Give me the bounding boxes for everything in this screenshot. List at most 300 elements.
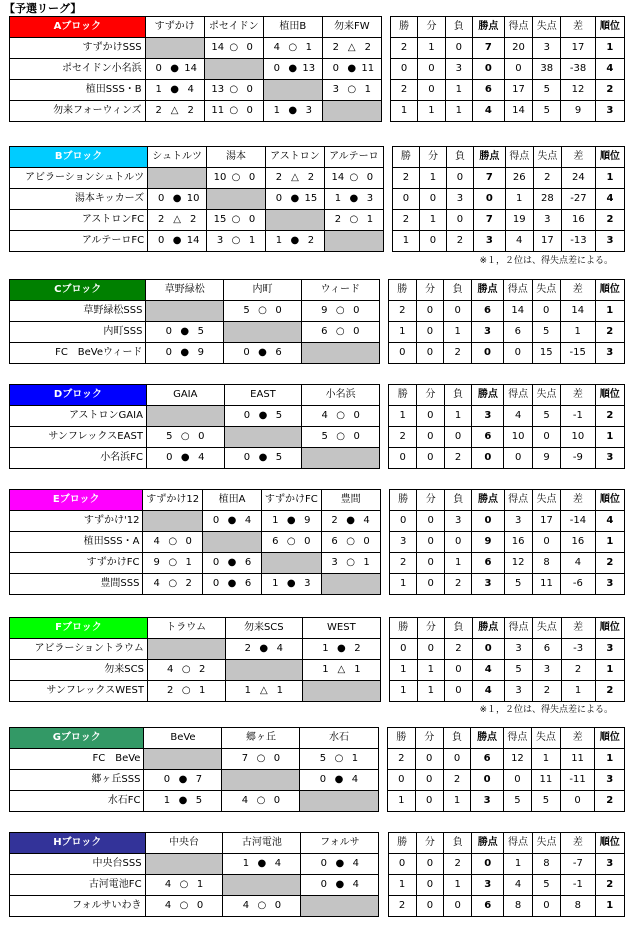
score-against: 0 [246, 42, 253, 53]
points: 4 [472, 681, 504, 702]
score-for: 14 [211, 42, 225, 53]
rank: 3 [595, 231, 624, 252]
result-mark: ○ [229, 105, 239, 116]
score-for: 2 [275, 172, 283, 183]
block-table-h [9, 832, 625, 917]
stat-header-loss: 負 [445, 17, 472, 38]
wins: 0 [392, 189, 419, 210]
goals-against: 8 [532, 854, 560, 875]
points: 4 [472, 101, 504, 122]
team-name: アルテーロFC [10, 231, 148, 252]
column-gap [379, 875, 388, 896]
draws: 0 [416, 896, 444, 917]
stat-header-loss: 負 [444, 280, 472, 301]
stat-header-ga: 失点 [532, 385, 560, 406]
score-against: 2 [307, 235, 315, 246]
wins: 2 [389, 427, 417, 448]
score-against: 7 [195, 774, 203, 785]
match-result [324, 189, 383, 210]
stat-header-gf: 得点 [504, 280, 532, 301]
goal-diff: -14 [561, 511, 595, 532]
score-for: 0 [273, 63, 280, 74]
opponent-header: 小名浜 [302, 385, 380, 406]
goals-for: 4 [505, 231, 533, 252]
block-table-f [9, 617, 625, 702]
header-row [10, 17, 625, 38]
result-mark: ○ [168, 536, 178, 547]
result-mark: ○ [231, 214, 241, 225]
score-for: 5 [166, 431, 173, 442]
points: 3 [472, 406, 504, 427]
goals-for: 14 [504, 101, 532, 122]
result-mark: ● [286, 515, 296, 526]
goals-against: 2 [533, 681, 561, 702]
score-for: 4 [164, 900, 172, 911]
draws: 0 [416, 854, 444, 875]
match-result [301, 301, 379, 322]
stat-header-draw: 分 [416, 833, 444, 854]
rank: 3 [595, 770, 625, 791]
column-gap [383, 231, 392, 252]
score-for: 1 [242, 858, 250, 869]
result-mark: ● [286, 578, 296, 589]
score-for: 1 [275, 235, 283, 246]
wins: 2 [388, 301, 416, 322]
result-mark: ● [170, 84, 180, 95]
self-match-cell [265, 210, 324, 231]
draws: 0 [417, 448, 445, 469]
self-match-cell [263, 80, 322, 101]
column-gap [380, 639, 389, 660]
score-for: 9 [153, 557, 160, 568]
draws: 0 [417, 574, 445, 595]
stat-header-draw: 分 [417, 385, 445, 406]
losses: 2 [444, 574, 472, 595]
wins: 1 [390, 101, 417, 122]
team-name: 草野緑松SSS [10, 301, 146, 322]
opponent-header: アストロン [265, 147, 324, 168]
points: 0 [471, 770, 503, 791]
losses: 0 [445, 660, 473, 681]
score-for: 0 [275, 193, 283, 204]
result-mark: ● [349, 193, 359, 204]
match-result [262, 511, 321, 532]
rank: 2 [595, 553, 624, 574]
rank: 3 [595, 639, 624, 660]
points: 4 [472, 660, 504, 681]
match-result [301, 854, 379, 875]
block-name: Hブロック [10, 833, 146, 854]
result-mark: ● [288, 105, 298, 116]
result-mark: ● [180, 326, 190, 337]
header-row [10, 385, 625, 406]
score-against: 4 [274, 858, 282, 869]
losses: 0 [444, 896, 472, 917]
team-row [10, 343, 625, 364]
stat-header-gd: 差 [561, 147, 595, 168]
team-name: サンフレックスEAST [10, 427, 147, 448]
result-mark: ○ [349, 172, 359, 183]
wins: 2 [392, 210, 419, 231]
points: 3 [473, 231, 505, 252]
self-match-cell [202, 532, 261, 553]
result-mark: ○ [168, 578, 178, 589]
self-match-cell [145, 38, 204, 59]
opponent-header: ウィード [301, 280, 379, 301]
self-match-cell [301, 343, 379, 364]
match-result [321, 511, 380, 532]
match-result [207, 231, 266, 252]
result-mark: ● [290, 235, 300, 246]
wins: 1 [389, 574, 417, 595]
result-mark: ○ [347, 84, 357, 95]
match-result [302, 406, 380, 427]
team-row [10, 189, 625, 210]
result-mark: ● [335, 879, 345, 890]
score-for: 5 [319, 753, 327, 764]
rank: 3 [595, 854, 624, 875]
self-match-cell [224, 322, 302, 343]
result-mark: ○ [231, 172, 241, 183]
stat-header-win: 勝 [388, 280, 416, 301]
score-against: 0 [304, 536, 311, 547]
stat-header-win: 勝 [392, 147, 419, 168]
self-match-cell [148, 168, 207, 189]
goals-for: 4 [504, 875, 532, 896]
match-result [223, 854, 301, 875]
score-against: 0 [274, 900, 282, 911]
score-for: 6 [331, 536, 338, 547]
match-result [144, 770, 222, 791]
tiebreak-note: ※１，２位は、得失点差による。 [479, 705, 613, 715]
goal-diff: 12 [561, 80, 595, 101]
team-row [10, 574, 625, 595]
score-against: 1 [248, 235, 256, 246]
stat-header-points: 勝点 [472, 490, 504, 511]
column-gap [379, 833, 388, 854]
score-for: 1 [155, 84, 162, 95]
goals-for: 3 [504, 511, 532, 532]
goals-for: 14 [504, 301, 532, 322]
result-mark: ○ [335, 305, 345, 316]
column-gap [381, 101, 390, 122]
score-against: 0 [248, 172, 256, 183]
points: 3 [471, 791, 503, 812]
team-name: 内町SSS [10, 322, 146, 343]
score-for: 4 [153, 578, 160, 589]
stat-header-win: 勝 [389, 618, 417, 639]
draws: 0 [415, 791, 443, 812]
goal-diff: 2 [561, 660, 595, 681]
score-against: 2 [199, 664, 206, 675]
score-for: 5 [321, 431, 328, 442]
stat-header-draw: 分 [417, 618, 445, 639]
rank: 3 [595, 448, 624, 469]
result-mark: ● [227, 578, 237, 589]
goals-against: 5 [532, 322, 560, 343]
team-name: 植田SSS・A [10, 532, 143, 553]
score-against: 2 [364, 42, 371, 53]
losses: 1 [443, 791, 471, 812]
match-result [225, 681, 303, 702]
match-result [324, 168, 383, 189]
match-result [202, 574, 261, 595]
team-row [10, 770, 625, 791]
goals-against: 3 [533, 660, 561, 681]
rank: 1 [595, 427, 624, 448]
score-against: 0 [246, 84, 253, 95]
team-name: 勿来フォーウィンズ [10, 101, 146, 122]
score-for: 0 [320, 858, 328, 869]
goal-diff: 10 [561, 427, 595, 448]
score-for: 0 [243, 347, 250, 358]
goal-diff: -15 [560, 343, 595, 364]
losses: 2 [445, 639, 473, 660]
wins: 0 [389, 511, 417, 532]
losses: 0 [445, 38, 472, 59]
score-for: 4 [164, 879, 172, 890]
stat-header-loss: 負 [443, 728, 471, 749]
result-mark: ○ [346, 557, 355, 568]
result-mark: ● [180, 452, 190, 463]
losses: 1 [445, 80, 472, 101]
self-match-cell [224, 427, 302, 448]
result-mark: ● [288, 63, 298, 74]
rank: 1 [595, 168, 624, 189]
rank: 4 [595, 59, 624, 80]
stat-header-rank: 順位 [595, 490, 624, 511]
goals-for: 17 [504, 80, 532, 101]
wins: 0 [390, 59, 417, 80]
stat-header-gd: 差 [560, 728, 595, 749]
team-name: 湯本キッカーズ [10, 189, 148, 210]
points: 0 [472, 854, 504, 875]
stat-header-loss: 負 [444, 385, 472, 406]
team-name: アビラーションシュトルツ [10, 168, 148, 189]
column-gap [379, 896, 388, 917]
result-mark: ○ [336, 410, 346, 421]
result-mark: ○ [346, 536, 355, 547]
score-against: 1 [364, 84, 371, 95]
score-against: 10 [186, 193, 200, 204]
column-gap [378, 791, 387, 812]
opponent-header: アルテーロ [324, 147, 383, 168]
draws: 0 [416, 322, 444, 343]
rank: 2 [595, 322, 624, 343]
rank: 1 [595, 301, 624, 322]
score-against: 3 [366, 193, 374, 204]
goals-against: 0 [532, 301, 560, 322]
wins: 1 [387, 791, 415, 812]
goals-for: 1 [504, 854, 532, 875]
points: 6 [471, 749, 503, 770]
opponent-header: シュトルツ [148, 147, 207, 168]
match-result [145, 80, 204, 101]
goal-diff: -1 [561, 406, 595, 427]
score-against: 11 [361, 63, 375, 74]
draws: 0 [417, 511, 445, 532]
score-against: 0 [353, 431, 360, 442]
stat-header-ga: 失点 [532, 833, 560, 854]
column-gap [380, 681, 389, 702]
team-name: 豊間SSS [10, 574, 143, 595]
score-against: 4 [363, 515, 370, 526]
score-for: 4 [241, 795, 249, 806]
column-gap [380, 532, 389, 553]
match-result [145, 101, 204, 122]
result-mark: ○ [334, 753, 344, 764]
self-match-cell [222, 770, 300, 791]
stat-header-draw: 分 [419, 147, 446, 168]
result-mark: ○ [257, 900, 267, 911]
score-against: 13 [302, 63, 316, 74]
goal-diff: -6 [561, 574, 595, 595]
match-result [224, 343, 302, 364]
score-for: 1 [272, 578, 279, 589]
points: 9 [472, 532, 504, 553]
opponent-header: 勿来SCS [225, 618, 303, 639]
score-for: 1 [244, 685, 251, 696]
score-for: 2 [244, 643, 251, 654]
score-against: 0 [196, 900, 204, 911]
opponent-header: ポセイドン [204, 17, 263, 38]
stat-header-rank: 順位 [595, 728, 625, 749]
team-row [10, 639, 625, 660]
draws: 1 [417, 681, 445, 702]
goal-diff: -38 [561, 59, 595, 80]
result-mark: ● [258, 410, 268, 421]
column-gap [379, 343, 388, 364]
goals-for: 12 [503, 749, 531, 770]
column-gap [380, 490, 389, 511]
match-result [224, 301, 302, 322]
team-name: 中央台SSS [10, 854, 146, 875]
column-gap [378, 749, 387, 770]
wins: 0 [388, 343, 416, 364]
score-against: 0 [366, 172, 374, 183]
team-row [10, 38, 625, 59]
goals-for: 26 [505, 168, 533, 189]
block-name: Fブロック [10, 618, 148, 639]
wins: 1 [388, 322, 416, 343]
team-name: すずかけSSS [10, 38, 146, 59]
rank: 3 [595, 343, 624, 364]
rank: 1 [595, 749, 625, 770]
score-against: 4 [198, 452, 205, 463]
stat-header-ga: 失点 [533, 618, 561, 639]
score-for: 6 [321, 326, 328, 337]
opponent-header: すずかけFC [262, 490, 321, 511]
match-result [324, 210, 383, 231]
goals-for: 19 [505, 210, 533, 231]
draws: 0 [416, 343, 444, 364]
score-against: 0 [273, 753, 281, 764]
goals-against: 5 [532, 875, 560, 896]
team-name: 植田SSS・B [10, 80, 146, 101]
rank: 1 [595, 660, 624, 681]
match-result [225, 639, 303, 660]
score-for: 1 [273, 105, 280, 116]
self-match-cell [302, 448, 380, 469]
result-mark: ○ [286, 536, 296, 547]
self-match-cell [324, 231, 383, 252]
team-name: アストロンFC [10, 210, 148, 231]
rank: 2 [595, 681, 624, 702]
result-mark: ○ [335, 326, 345, 337]
self-match-cell [143, 511, 202, 532]
goals-for: 0 [504, 343, 532, 364]
goals-against: 28 [533, 189, 561, 210]
goal-diff: 11 [560, 749, 595, 770]
goals-against: 3 [533, 38, 561, 59]
score-against: 0 [185, 536, 192, 547]
match-result [222, 749, 300, 770]
points: 6 [472, 896, 504, 917]
score-for: 11 [211, 105, 225, 116]
stat-header-gd: 差 [561, 833, 595, 854]
result-mark: ○ [168, 557, 178, 568]
team-row [10, 875, 625, 896]
wins: 1 [389, 681, 417, 702]
score-against: 0 [248, 214, 256, 225]
result-mark: ● [258, 452, 268, 463]
match-result [202, 553, 261, 574]
match-result [262, 532, 321, 553]
goals-against: 8 [532, 553, 560, 574]
score-against: 15 [304, 193, 318, 204]
match-result [148, 189, 207, 210]
wins: 2 [390, 38, 417, 59]
score-for: 0 [319, 774, 327, 785]
match-result [145, 896, 223, 917]
result-mark: ○ [256, 795, 266, 806]
score-for: 0 [243, 452, 251, 463]
draws: 0 [417, 532, 445, 553]
page-title: 【予選リーグ】 [4, 2, 82, 15]
match-result [263, 101, 322, 122]
opponent-header: 勿来FW [322, 17, 381, 38]
result-mark: ● [227, 515, 237, 526]
score-against: 6 [275, 347, 282, 358]
score-for: 0 [212, 557, 220, 568]
team-row [10, 448, 625, 469]
stat-header-ga: 失点 [533, 17, 561, 38]
stat-header-gd: 差 [561, 385, 595, 406]
match-result [146, 427, 224, 448]
match-result [145, 875, 223, 896]
match-result [265, 168, 324, 189]
goals-against: 2 [533, 168, 561, 189]
team-row [10, 168, 625, 189]
rank: 2 [595, 875, 624, 896]
match-result [265, 189, 324, 210]
self-match-cell [204, 59, 263, 80]
stat-header-ga: 失点 [532, 280, 560, 301]
stat-header-points: 勝点 [472, 385, 504, 406]
stat-header-gf: 得点 [505, 147, 533, 168]
result-mark: ○ [256, 753, 266, 764]
score-for: 2 [334, 214, 342, 225]
match-result [322, 59, 381, 80]
goals-against: 11 [532, 770, 560, 791]
goal-diff: -11 [560, 770, 595, 791]
goal-diff: -7 [561, 854, 595, 875]
score-against: 2 [307, 172, 315, 183]
goals-against: 0 [532, 532, 560, 553]
block-name: Dブロック [10, 385, 147, 406]
self-match-cell [145, 854, 223, 875]
team-name: すずかけ'12 [10, 511, 143, 532]
